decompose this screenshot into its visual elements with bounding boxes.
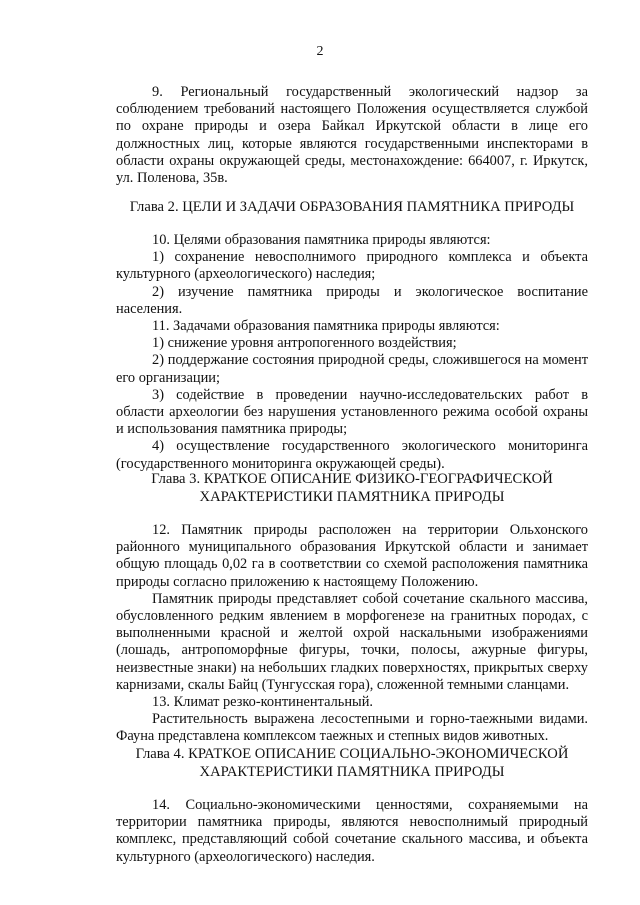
paragraph-13-flora-fauna: Растительность выражена лесостепными и горно-таежными видами. Фауна представлена комплексом таежных и степных видов животных.: [116, 711, 588, 745]
paragraph-12: 12. Памятник природы расположен на территории Ольхонского районного муниципального образования Иркутской области и занимает общую площадь 0,02 га в соответствии со схемой расположения памятника природы согласно приложению к настоящему Положению.: [116, 522, 588, 590]
paragraph-10-item-2: 2) изучение памятника природы и экологическое воспитание населения.: [116, 283, 588, 317]
chapter-3-body: [116, 522, 588, 746]
chapter-4-heading-line-2: ХАРАКТЕРИСТИКИ ПАМЯТНИКА ПРИРОДЫ: [199, 763, 505, 780]
chapter-2-body: [116, 232, 588, 473]
paragraph-11: 11. Задачами образования памятника природы являются:: [152, 318, 500, 335]
chapter-2-heading-block: [116, 199, 588, 217]
paragraph-11-item-4: 4) осуществление государственного экологического мониторинга (государственного мониторинга окружающей среды).: [116, 438, 588, 472]
chapter-2-heading: Глава 2. ЦЕЛИ И ЗАДАЧИ ОБРАЗОВАНИЯ ПАМЯТНИКА ПРИРОДЫ: [129, 199, 575, 215]
paragraph-9: 9. Региональный государственный экологический надзор за соблюдением требований настоящего Положения осуществляется службой по охране природы и озера Байкал Иркутской области в лице его должностных лиц, которые являются государственными инспекторами в области охраны окружающей среды, местонахождение: 664007, г. Иркутск, ул. Поленова, 35в.: [116, 84, 588, 187]
paragraph-10-item-1: 1) сохранение невосполнимого природного комплекса и объекта культурного (археологического) наследия;: [116, 249, 588, 283]
paragraph-12-description: Памятник природы представляет собой сочетание скального массива, обусловленного редким явлением в морфогенезе на гранитных породах, с выполненными красной и желтой охрой наскальными изображениями (лошадь, антропоморфные фигуры, точки, полосы, ажурные фигуры, неизвестные знаки) на небольших гладких поверхностях, прикрытых сверху карнизами, скалы Байц (Тунгусская гора), сложенной темными сланцами.: [116, 590, 588, 693]
paragraph-10: 10. Целями образования памятника природы являются:: [152, 232, 491, 248]
chapter-4-heading-block: [116, 746, 588, 781]
paragraph-11-item-3: 3) содействие в проведении научно-исследовательских работ в области археологии без нарушения установленного режима особой охраны и использования памятника природы;: [116, 386, 588, 438]
paragraph-11-item-2: 2) поддержание состояния природной среды, сложившегося на момент его организации;: [116, 352, 588, 386]
page-number: 2: [316, 44, 324, 59]
section-1: [116, 84, 588, 187]
paragraph-14: 14. Социально-экономическими ценностями, сохраняемыми на территории памятника природы, являются невосполнимый природный комплекс, представляющий собой сочетание скального массива, и объекта культурного (археологического) наследия.: [116, 797, 588, 865]
chapter-4-heading-line-1: Глава 4. КРАТКОЕ ОПИСАНИЕ СОЦИАЛЬНО-ЭКОНОМИЧЕСКОЙ: [135, 746, 569, 762]
chapter-4-body: [116, 797, 588, 866]
chapter-3-heading-line-1: Глава 3. КРАТКОЕ ОПИСАНИЕ ФИЗИКО-ГЕОГРАФИЧЕСКОЙ: [151, 471, 553, 487]
chapter-3-heading-line-2: ХАРАКТЕРИСТИКИ ПАМЯТНИКА ПРИРОДЫ: [199, 488, 505, 505]
chapter-3-heading-block: [116, 471, 588, 506]
paragraph-11-item-1: 1) снижение уровня антропогенного воздействия;: [152, 335, 457, 352]
paragraph-13: 13. Климат резко-континентальный.: [152, 694, 373, 711]
